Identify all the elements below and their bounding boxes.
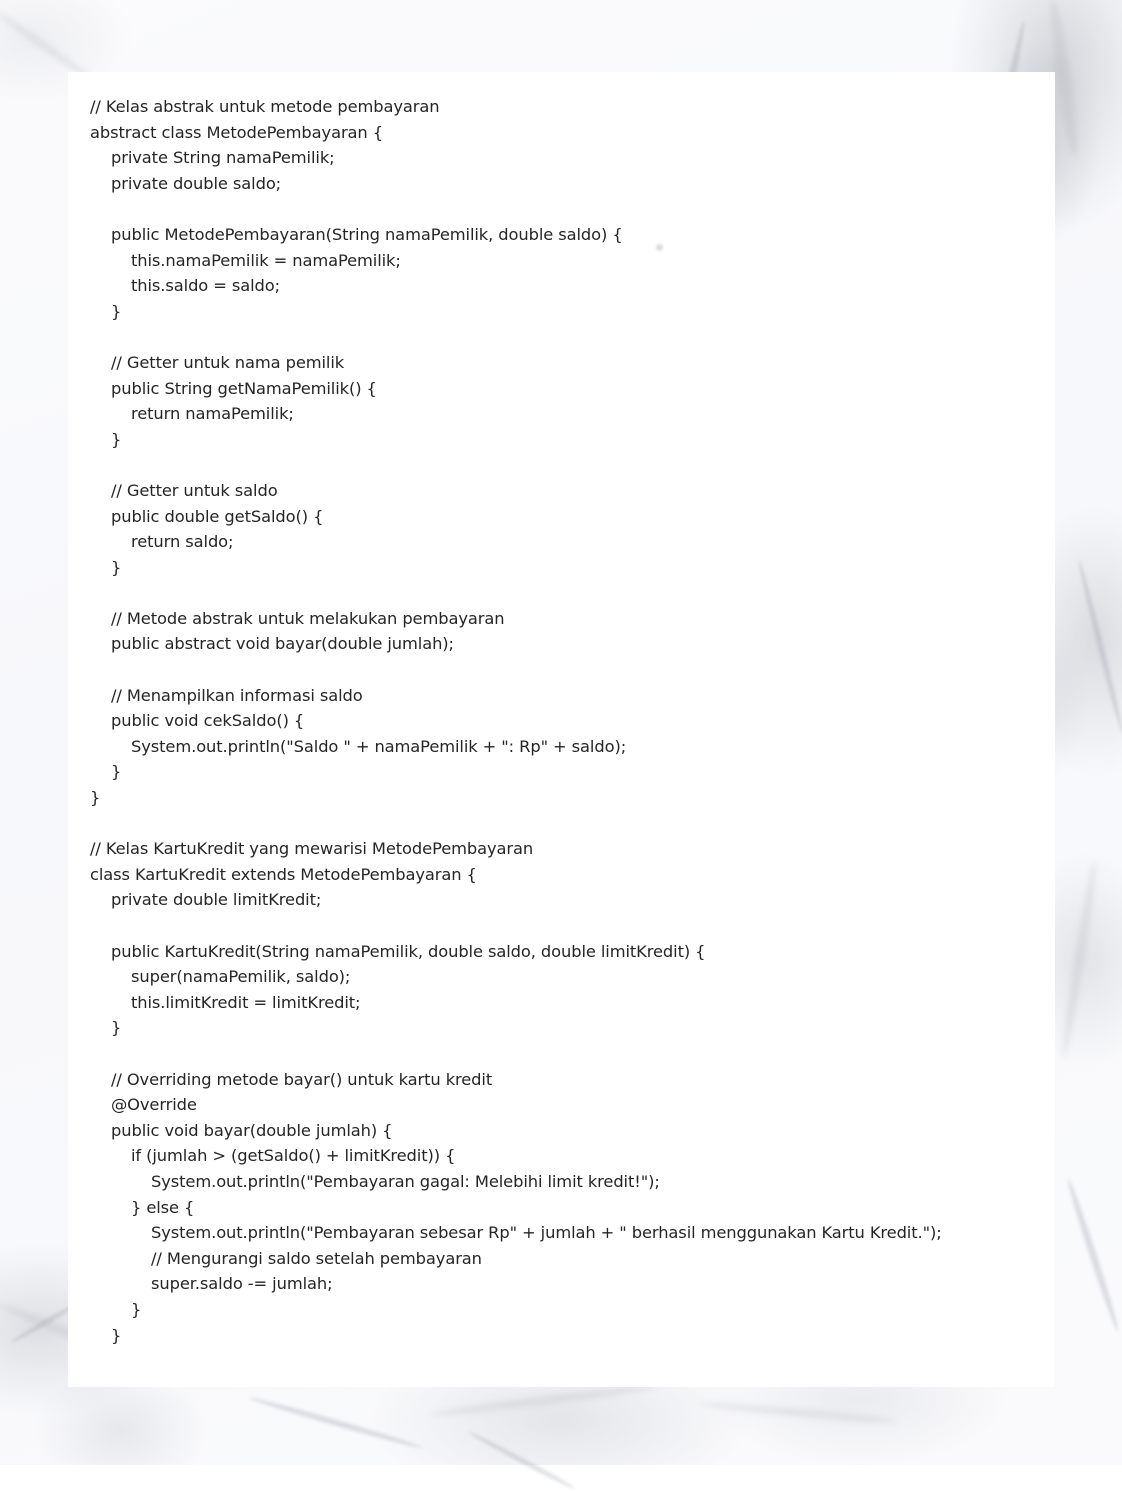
code-line: } — [111, 429, 122, 449]
code-blank-line — [90, 1041, 1040, 1067]
marble-vein — [1059, 860, 1100, 1059]
paper-speck-artifact — [656, 244, 663, 251]
code-line: class KartuKredit extends MetodePembayaran { — [90, 864, 477, 884]
code-blank-line — [90, 913, 1040, 939]
code-line: System.out.println("Pembayaran sebesar Rp" + jumlah + " berhasil menggunakan Kartu Kredit."); — [151, 1223, 942, 1243]
marble-vein — [699, 1400, 899, 1425]
code-line: // Metode abstrak untuk melakukan pembayaran — [111, 608, 505, 628]
code-line: // Mengurangi saldo setelah pembayaran — [151, 1248, 482, 1268]
code-blank-line — [90, 580, 1040, 606]
code-line: return namaPemilik; — [131, 404, 294, 424]
code-blank-line — [90, 657, 1040, 683]
code-line: System.out.println("Pembayaran gagal: Melebihi limit kredit!"); — [151, 1171, 660, 1191]
code-line: super.saldo -= jumlah; — [151, 1274, 333, 1294]
code-line: // Menampilkan informasi saldo — [111, 685, 363, 705]
marble-vein — [248, 1395, 423, 1450]
code-blank-line — [90, 196, 1040, 222]
code-line: } — [111, 557, 122, 577]
code-line: this.saldo = saldo; — [131, 276, 281, 296]
code-line: } — [111, 1325, 122, 1345]
code-line: public KartuKredit(String namaPemilik, double saldo, double limitKredit) { — [111, 941, 706, 961]
code-line: public String getNamaPemilik() { — [111, 378, 377, 398]
code-line: public abstract void bayar(double jumlah); — [111, 634, 454, 654]
code-line: private double saldo; — [111, 173, 282, 193]
code-line: } — [131, 1299, 142, 1319]
code-line: System.out.println("Saldo " + namaPemilik + ": Rp" + saldo); — [131, 736, 627, 756]
code-line: // Overriding metode bayar() untuk kartu kredit — [111, 1069, 493, 1089]
code-line: private String namaPemilik; — [111, 148, 335, 168]
code-line: if (jumlah > (getSaldo() + limitKredit)) { — [131, 1146, 456, 1166]
code-line: // Getter untuk nama pemilik — [111, 352, 345, 372]
code-line: } — [111, 1018, 122, 1038]
code-line: // Getter untuk saldo — [111, 480, 278, 500]
code-blank-line — [90, 811, 1040, 837]
code-line: this.limitKredit = limitKredit; — [131, 992, 361, 1012]
code-line: // Kelas KartuKredit yang mewarisi MetodePembayaran — [90, 839, 534, 859]
code-line: private double limitKredit; — [111, 890, 322, 910]
code-line: public MetodePembayaran(String namaPemilik, double saldo) { — [111, 224, 623, 244]
code-line: // Kelas abstrak untuk metode pembayaran — [90, 97, 440, 116]
code-blank-line — [90, 452, 1040, 478]
code-line: abstract class MetodePembayaran { — [90, 122, 383, 142]
code-line: public void cekSaldo() { — [111, 711, 305, 731]
code-line: } else { — [131, 1197, 195, 1217]
code-blank-line — [90, 324, 1040, 350]
paper-sheet — [68, 72, 1055, 1387]
code-line: } — [111, 762, 122, 782]
code-line: return saldo; — [131, 532, 234, 552]
marble-vein — [1065, 1178, 1121, 1332]
marble-vein — [468, 1430, 576, 1491]
code-line: this.namaPemilik = namaPemilik; — [131, 250, 401, 270]
code-listing — [90, 94, 1040, 1348]
code-line: super(namaPemilik, saldo); — [131, 967, 351, 987]
code-line: } — [111, 301, 122, 321]
marble-vein — [430, 1382, 659, 1419]
code-line: @Override — [111, 1095, 197, 1115]
code-line: public double getSaldo() { — [111, 506, 324, 526]
code-line: public void bayar(double jumlah) { — [111, 1120, 393, 1140]
code-line: } — [90, 788, 101, 808]
marble-vein — [1076, 559, 1122, 735]
